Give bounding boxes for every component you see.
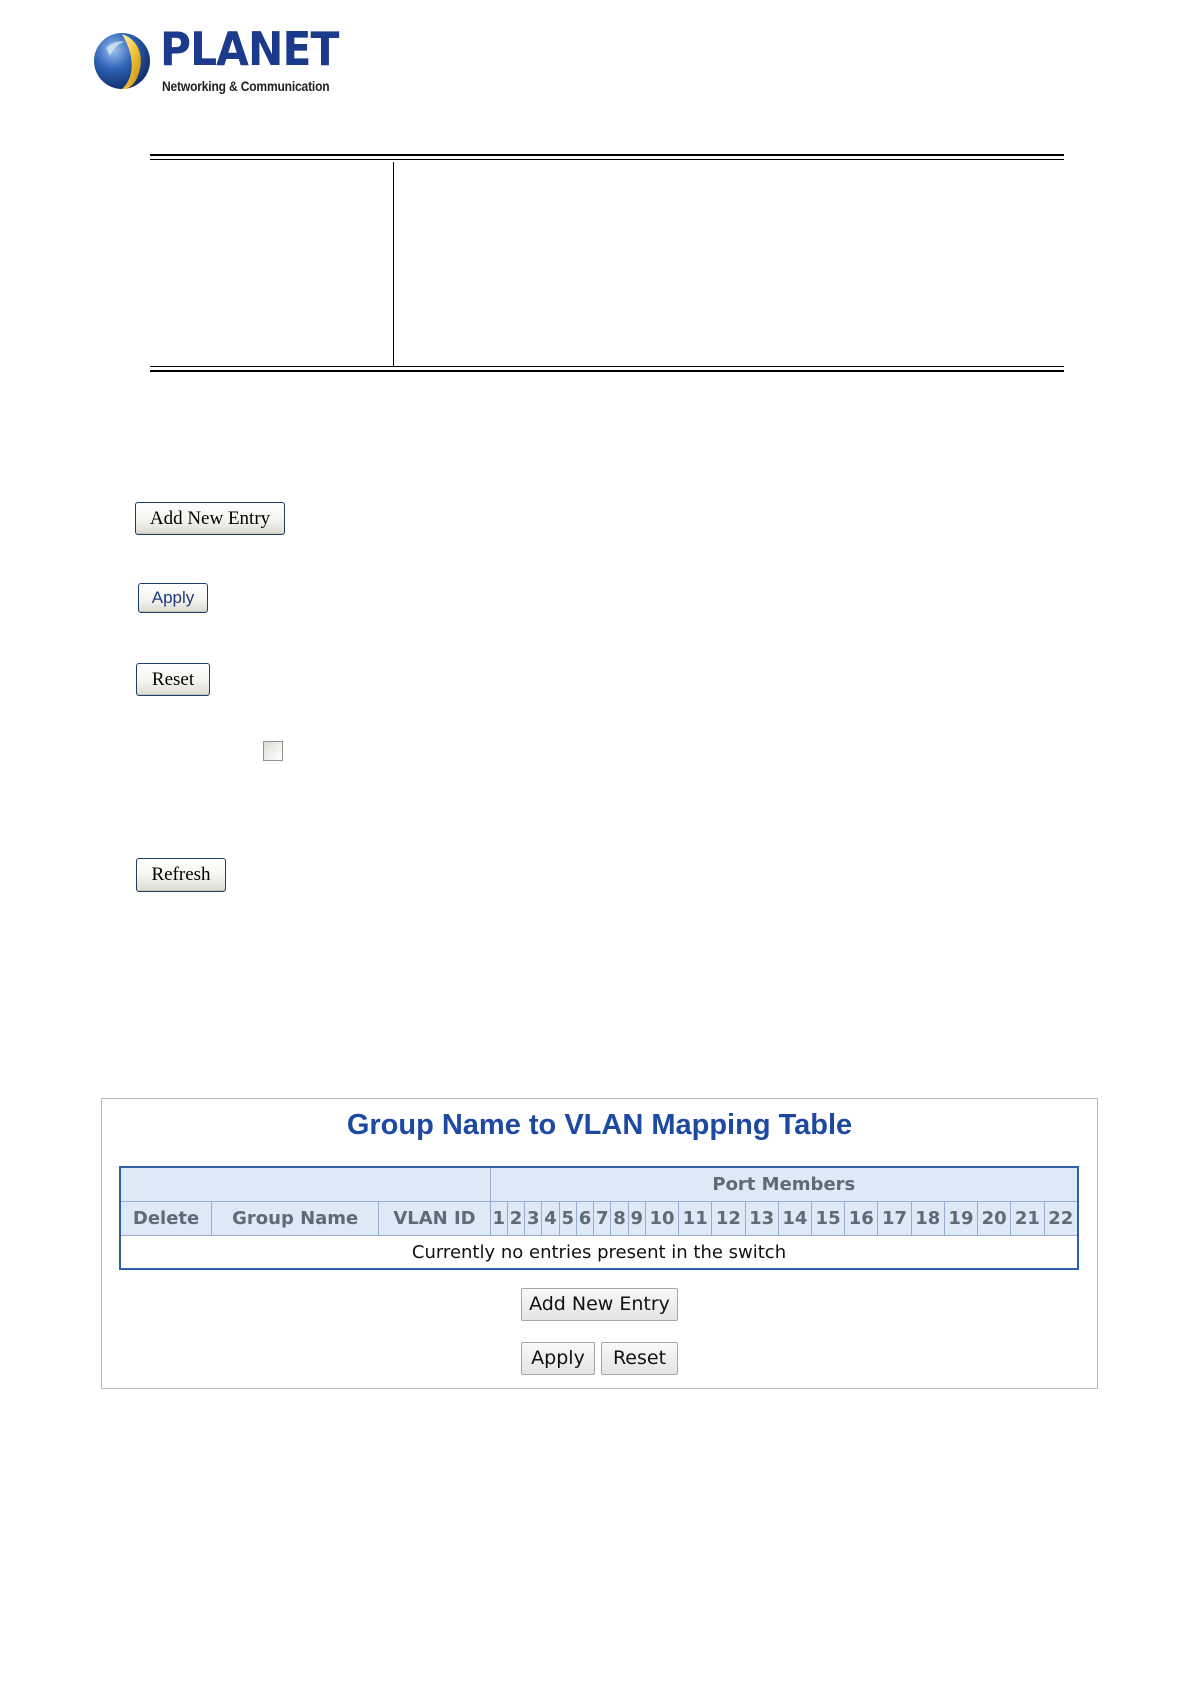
port-header-8: 8	[611, 1202, 628, 1236]
port-header-14: 14	[778, 1202, 811, 1236]
add-new-entry-button[interactable]: Add New Entry	[135, 502, 285, 535]
reset-button[interactable]: Reset	[136, 663, 210, 696]
delete-column-header: Delete	[120, 1202, 212, 1236]
port-header-19: 19	[944, 1202, 977, 1236]
port-header-9: 9	[628, 1202, 645, 1236]
port-header-1: 1	[490, 1202, 507, 1236]
refresh-button[interactable]: Refresh	[136, 858, 226, 892]
port-header-13: 13	[745, 1202, 778, 1236]
apply-button[interactable]: Apply	[138, 583, 208, 613]
port-header-12: 12	[712, 1202, 745, 1236]
globe-logo-icon	[92, 30, 152, 92]
empty-table-message: Currently no entries present in the switch	[120, 1236, 1078, 1270]
panel-title: Group Name to VLAN Mapping Table	[346, 1109, 853, 1141]
port-header-3: 3	[525, 1202, 542, 1236]
vlan-id-column-header: VLAN ID	[379, 1202, 490, 1236]
port-header-2: 2	[507, 1202, 524, 1236]
table-bottom-rule	[150, 370, 1064, 372]
panel-apply-button[interactable]: Apply	[521, 1342, 595, 1375]
doc-parameter-table	[150, 154, 1064, 373]
table-row	[120, 1236, 1078, 1270]
port-header-17: 17	[878, 1202, 911, 1236]
panel-add-new-entry-button[interactable]: Add New Entry	[521, 1288, 678, 1321]
mapping-table	[119, 1166, 1079, 1270]
table-top-rule	[150, 154, 1064, 156]
brand-tagline: Networking & Communication	[162, 78, 330, 94]
port-header-22: 22	[1044, 1202, 1078, 1236]
group-name-column-header: Group Name	[212, 1202, 379, 1236]
vlan-mapping-panel	[101, 1098, 1098, 1389]
header-spacer	[120, 1167, 490, 1202]
port-header-4: 4	[542, 1202, 559, 1236]
table-top-rule-inner	[150, 159, 1064, 160]
port-header-18: 18	[911, 1202, 944, 1236]
port-header-16: 16	[845, 1202, 878, 1236]
port-header-6: 6	[576, 1202, 593, 1236]
brand-wordmark: PLANET	[160, 22, 339, 76]
port-header-21: 21	[1011, 1202, 1044, 1236]
port-members-header: Port Members	[490, 1167, 1078, 1202]
port-header-7: 7	[594, 1202, 611, 1236]
port-header-10: 10	[645, 1202, 678, 1236]
port-header-11: 11	[679, 1202, 712, 1236]
port-header-20: 20	[978, 1202, 1011, 1236]
planet-logo	[92, 22, 342, 98]
port-header-15: 15	[811, 1202, 844, 1236]
table-bottom-rule-inner	[150, 366, 1064, 367]
port-header-5: 5	[559, 1202, 576, 1236]
delete-checkbox[interactable]	[263, 741, 283, 761]
table-column-divider	[393, 162, 394, 366]
panel-reset-button[interactable]: Reset	[601, 1342, 678, 1375]
